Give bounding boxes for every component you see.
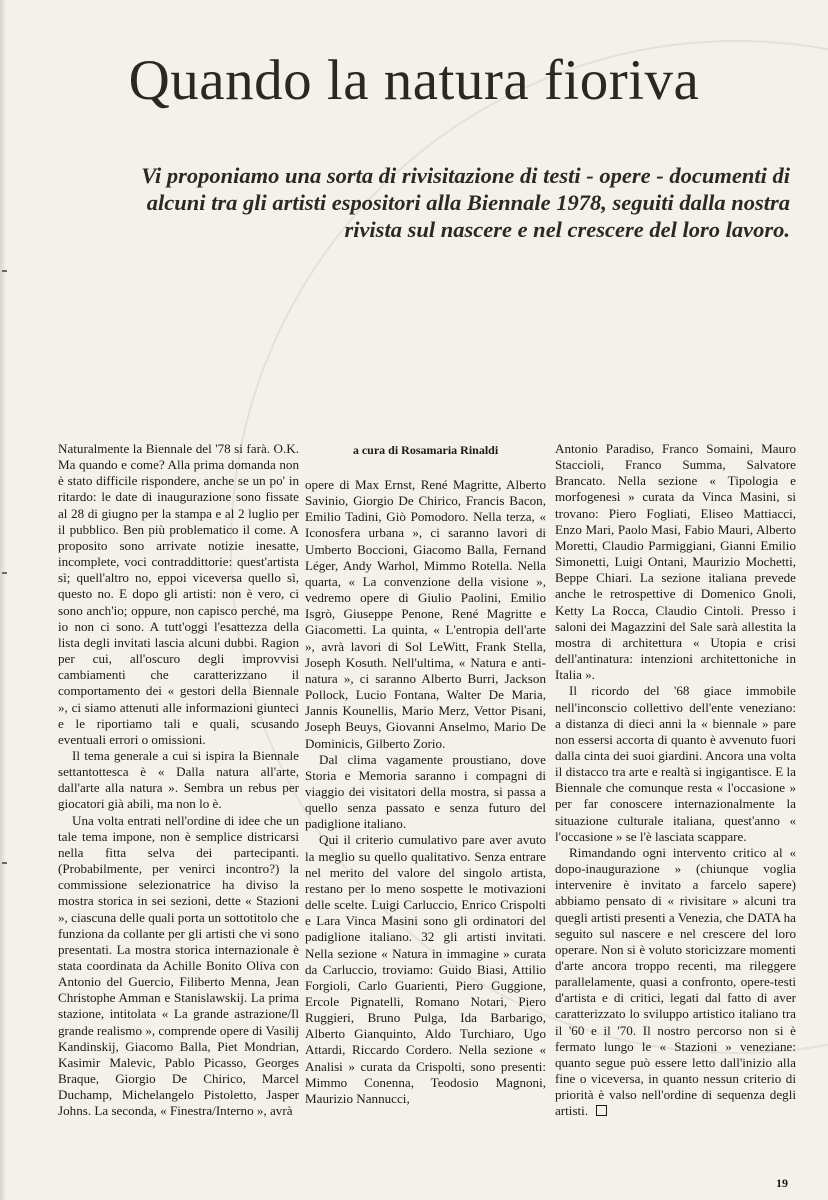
paragraph: Il ricordo del '68 giace immobile nell'inconscio collettivo dell'ente veneziano: a distanza di dieci anni la « biennale » pare non essersi accorta di quanto è avvenuto fuori dalla cinta dei suoi giardini. Ancora una volta il distacco tra arte e realtà si ingigantisce. E la Biennale che comunque resta « l'occasione » per far conoscere internazionalmente la situazione culturale italiana, quest'anno « l'occasione » se l'è lasciata scappare. [555, 683, 796, 844]
text-column-1 [58, 441, 299, 1120]
article-subtitle: Vi proponiamo una sorta di rivisitazione di testi - opere - documenti di alcuni tra gli artisti espositori alla Biennale 1978, seguiti dalla nostra rivista sul nascere e nel crescere del loro lavoro. [141, 163, 790, 242]
article-title: Quando la natura fioriva [128, 49, 700, 112]
page-edge [0, 0, 6, 1200]
paragraph: Il tema generale a cui si ispira la Biennale settantottesca è « Dalla natura all'arte, dall'arte alla natura ». Sembra un rebus per giocatori già abili, ma non lo è. [58, 747, 299, 812]
paragraph: Antonio Paradiso, Franco Somaini, Mauro Staccioli, Franco Summa, Salvatore Brancato. Nella sezione « Tipologia e morfogenesi » curata da Vinca Masini, si trovano: Piero Fogliati, Eliseo Mattiacci, Enzo Mari, Paolo Masi, Fabio Mauri, Alberto Moretti, Claudio Parmiggiani, Gianni Emilio Simonetti, Luigi Ontani, Maurizio Mochetti, Beppe Chiari. La sezione italiana prevede anche le retrospettive di Domenico Gnoli, Ketty La Rocca, Claudio Cintoli. Presso i saloni dei Magazzini del Sale sarà allestita la mostra di architettura « Utopia e crisi dell'antinatura: intenzioni architettoniche in Italia ». [555, 441, 796, 683]
curator-credit: a cura di Rosamaria Rinaldi [352, 443, 499, 457]
paragraph-text: Rimandando ogni intervento critico al « dopo-inaugurazione » (chiunque voglia intervenire è invitato a farcelo sapere) abbiamo pensato di « rivisitare » alcuni tra quegli artisti presenti a Venezia, che DATA ha seguito sul nascere e nel crescere del loro operare. Non si è voluto storicizzare momenti d'arte ancora troppo recenti, ma rileggere parallelamente, quasi a confronto, opere-testi d'artista e di critici, legati dal fatto di aver caratterizzato lo sviluppo artistico italiano tra il '60 e il '70. Il nostro percorso non si è fermato lungo le « Stazioni » veneziane: quanto segue può essere letto dall'inizio alla fine o viceversa, in quanto nessun criterio di priorità è valso nell'ordine di sequenza degli artisti. [555, 844, 796, 1119]
page-number: 19 [776, 1176, 788, 1190]
margin-tick [2, 572, 7, 574]
end-of-article-square-icon [596, 1105, 607, 1116]
text-column-3 [555, 441, 796, 1120]
paragraph: opere di Max Ernst, René Magritte, Alberto Savinio, Giorgio De Chirico, Francis Bacon, Emilio Tadini, Giò Pomodoro. Nella terza, « Iconosfera urbana », ci saranno lavori di Umberto Boccioni, Giacomo Balla, Fernand Léger, Andy Warhol, Mimmo Rotella. Nella quarta, « La convenzione della visione », vedremo opere di Giulio Paolini, Emilio Isgrò, Giuseppe Penone, René Magritte e Giacometti. La quinta, « L'entropia dell'arte », avrà lavori di Sol LeWitt, Frank Stella, Joseph Kosuth. Nell'ultima, « Natura e anti-natura », ci saranno Alberto Burri, Jackson Pollock, Lucio Fontana, Walter De Maria, Jannis Kounellis, Mario Merz, Vettor Pisani, Joseph Beuys, Giovanni Anselmo, Mario De Dominicis, Gilberto Zorio. [305, 477, 546, 751]
paragraph: Naturalmente la Biennale del '78 si farà. O.K. Ma quando e come? Alla prima domanda non è stato difficile rispondere, anche se un po' in ritardo: le date di inaugurazione sono fissate al 28 di giugno per la stampa e al 2 luglio per il pubblico. Ben più problematico il come. A proposito sono arrivate notizie inesatte, incomplete, voci contraddittorie: quest'artista sì; quell'altro no, eppoi viceversa quello sì, questo no. E dopo gli artisti: non è vero, ci sono anch'io; oppure, non capisco perché, ma io non ci sono. A tutt'oggi l'esattezza della lista degli invitati lascia alcuni dubbi. Ragion per cui, all'oscuro degli improvvisi cambiamenti che caratterizzano il comportamento dei « gestori della Biennale », ci siamo attenuti alle informazioni giunteci e le riportiamo tali e quali, scusando eventuali errori o omissioni. [58, 441, 299, 747]
paragraph: Una volta entrati nell'ordine di idee che un tale tema impone, non è semplice districarsi nella fitta selva dei partecipanti. (Probabilmente, per venirci incontro?) la commissione selezionatrice ha diviso la mostra storica in sei sezioni, dette « Stazioni », ciascuna delle quali porta un sottotitolo che funziona da collante per gli artisti che vi sono presentati. La mostra storica internazionale è stata coordinata da Achille Bonito Oliva con Antonio del Guercio, Filiberto Menna, Jean Christophe Amman e Stanislawskij. La prima stazione, intitolata « La grande astrazione/Il grande realismo », comprende opere di Vasilij Kandinskij, Giacomo Balla, Piet Mondrian, Kasimir Malevic, Pablo Picasso, Georges Braque, Giorgio De Chirico, Marcel Duchamp, Michelangelo Pistoletto, Jasper Johns. La seconda, « Finestra/Interno », avrà [58, 812, 299, 1119]
paragraph-last [555, 845, 796, 1120]
margin-tick [2, 270, 7, 272]
paragraph: Qui il criterio cumulativo pare aver avuto la meglio su quello qualitativo. Senza entrare nel merito del valore del singolo artista, restano per lo meno sospette le motivazioni delle scelte. Luigi Carluccio, Enrico Crispolti e Lara Vinca Masini sono gli ordinatori del padiglione italiano. 32 gli artisti invitati. Nella sezione « Natura in immagine » curata da Carluccio, troviamo: Guido Biasi, Attilio Forgioli, Carlo Guarienti, Piero Guggione, Ercole Pignatelli, Romano Notari, Piero Ruggieri, Bruno Pulga, Ida Barbarigo, Alberto Gianquinto, Aldo Turchiaro, Ugo Attardi, Riccardo Cordero. Nella sezione « Analisi » curata da Crispolti, sono presenti: Mimmo Conenna, Teodosio Magnoni, Maurizio Nannucci, [305, 832, 546, 1106]
margin-tick [2, 862, 7, 864]
text-column-2 [305, 441, 546, 1107]
paragraph: Dal clima vagamente proustiano, dove Storia e Memoria saranno i compagni di viaggio dei visitatori della mostra, si passa a quello senza passato e senza futuro del padiglione italiano. [305, 751, 546, 832]
